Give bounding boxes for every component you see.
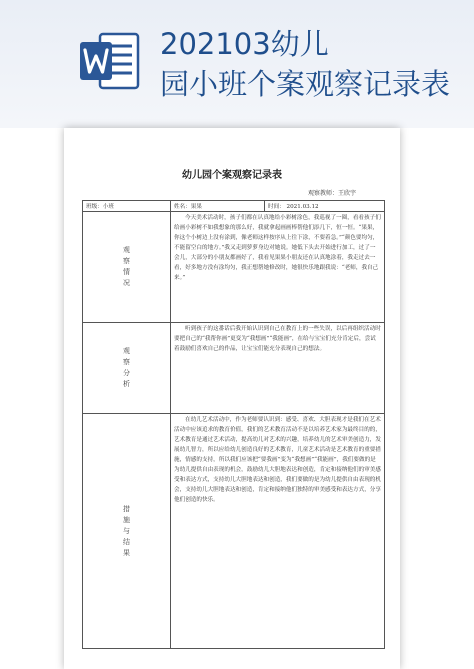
document-page bbox=[64, 128, 400, 669]
observation-table bbox=[82, 200, 385, 649]
document-title: 幼儿园个案观察记录表 bbox=[182, 170, 282, 181]
table-row bbox=[83, 323, 385, 414]
row-content-cell bbox=[171, 323, 385, 414]
class-cell: 班级：小班 bbox=[83, 201, 171, 212]
row-content-cell bbox=[171, 414, 385, 649]
row-label-cell bbox=[83, 323, 171, 414]
observer-teacher: 观察教师：王欣宇 bbox=[308, 190, 357, 197]
table-row bbox=[83, 414, 385, 649]
row-label: 观察情况 bbox=[123, 246, 130, 287]
page-title-line2: 园小班个案观察记录表 bbox=[160, 67, 451, 101]
name-cell: 姓名：果果 bbox=[171, 201, 265, 212]
table-header-row bbox=[83, 201, 385, 212]
row-text: 今天美术活动时，孩子们都在认真地给小彩树涂色，我巡视了一圈，看看孩子们给画小彩树不如我想象的那么好，我就拿起画画棒帮他们添几下，恒一恒。“果果，你这个小树边上没有涂到，像老师这样按序从上往下涂，不要着急。”“颜色要均匀，不能留空白的地方。”我又走到萝萝身边对她说。她低下头去开始进行加工，过了一会儿，大部分的小朋友都画好了，我看见果果小朋友还在认真地涂着，我走过去一看，好多地方没有涂均匀，我正想帮她修改时，她很快乐地跟我说：“老师，我自己来。” bbox=[174, 215, 381, 281]
page-title-line1: 202103幼儿 bbox=[160, 27, 329, 61]
row-label: 措施与结果 bbox=[123, 504, 130, 557]
page-title bbox=[160, 24, 470, 104]
time-cell: 时间： 2021.03.12 bbox=[265, 201, 385, 212]
row-label-cell bbox=[83, 414, 171, 649]
row-text: 听到孩子的这番话后我开始认识到自己在教育上的一些失误，以后再组织活动时要把自己的“我帮你画”更变为“我想画”“我能画”，在给与宝宝们充分肯定后，尝试着鼓励们喜欢自己的作品，让宝宝们能充分表现自己的想法。 bbox=[174, 326, 381, 352]
row-label-cell bbox=[83, 212, 171, 323]
row-text: 在幼儿艺术活动中，作为老师要认识到：感受、喜欢、大胆表现才是我们在艺术活动中应该追求的教育价值，我们的艺术教育活动不是以培养艺术家为最终目的的，艺术教育是通过艺术活动，提高幼儿对艺术的兴趣，培养幼儿的艺术审美创造力，发展幼儿智力，所以应给幼儿创造良好的艺术教育，儿童艺术活动是艺术教育的重要措施，情感的支持，所以我们应该把“要我画”变为“我想画”“我能画”，我们要做的是为幼儿提供自由表现的机会，鼓励幼儿大胆地表达和创造，肯定和接纳他们的审美感受和表达方式，支持幼儿大胆地表达和创造，我们要做的是为幼儿提供自由表现的机会，支持幼儿大胆地表达和创造，肯定和接纳他们独特的审美感受和表达方式，分享他们创造的快乐。 bbox=[174, 417, 381, 503]
word-document-icon bbox=[78, 30, 140, 92]
row-label: 观察分析 bbox=[123, 347, 130, 388]
table-row bbox=[83, 212, 385, 323]
row-content-cell bbox=[171, 212, 385, 323]
